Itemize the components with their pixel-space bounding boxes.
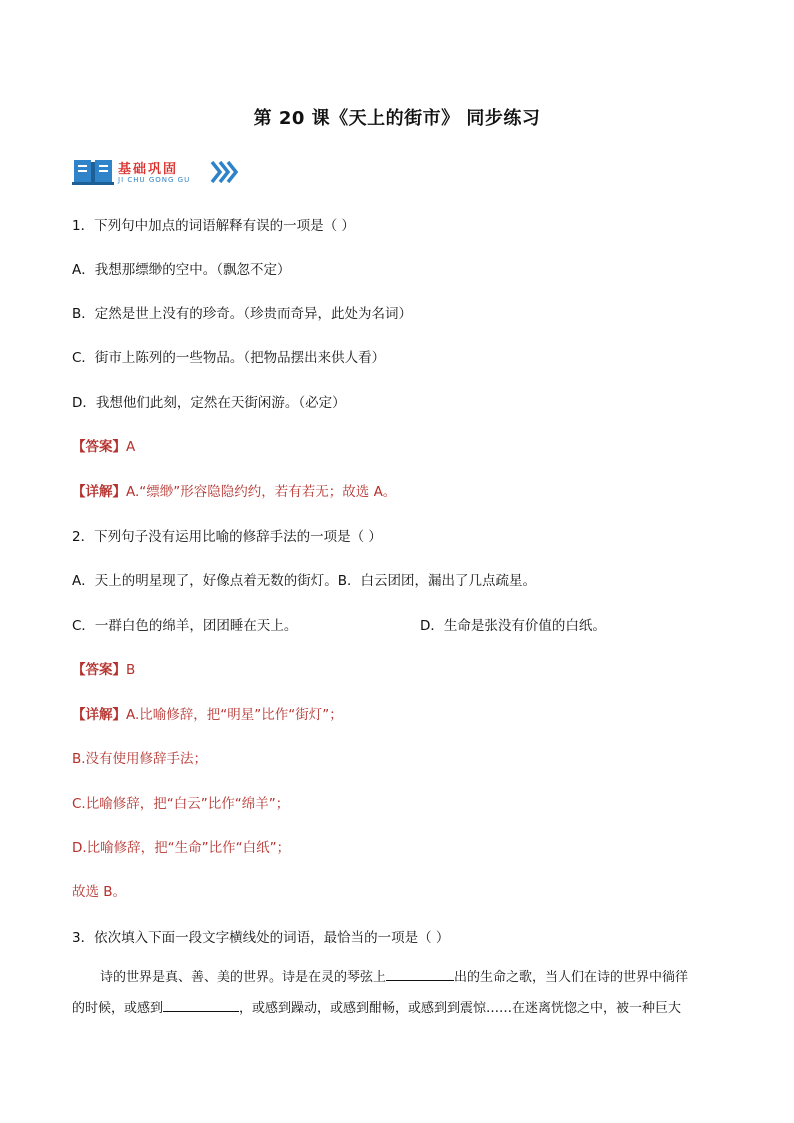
- q2-options-cd: [72, 614, 722, 634]
- q2-detail-d: D.比喻修辞，把“生命”比作“白纸”；: [72, 840, 291, 856]
- q1-option-d: D．我想他们此刻，定然在天街闲游。（必定）: [72, 395, 346, 411]
- q2-option-c: C．一群白色的绵羊，团团睡在天上。: [72, 618, 298, 634]
- book-icon: [72, 156, 114, 188]
- q2-conclusion: 故选 B。: [72, 884, 127, 900]
- q2-detail-c: C.比喻修辞，把“白云”比作“绵羊”；: [72, 796, 290, 812]
- q2-answer: [72, 658, 135, 678]
- page-title: 第 20 课《天上的街市》 同步练习: [253, 108, 541, 129]
- q1-answer: [72, 435, 135, 455]
- q2-detail: [72, 703, 343, 723]
- q1-stem: 1．下列句中加点的词语解释有误的一项是（ ）: [72, 218, 355, 234]
- q2-options-ab: A．天上的明星现了，好像点着无数的街灯。B．白云团团，漏出了几点疏星。: [72, 573, 536, 589]
- section-banner: [72, 156, 242, 190]
- answer-label: 【答案】: [72, 439, 126, 455]
- detail-label: 【详解】: [72, 707, 126, 723]
- q2-stem: 2．下列句子没有运用比喻的修辞手法的一项是（ ）: [72, 529, 382, 545]
- q2-option-d: D．生命是张没有价值的白纸。: [420, 618, 606, 634]
- q2-detail-b: B.没有使用修辞手法；: [72, 751, 208, 767]
- passage-text: 出的生命之歌，当人们在诗的世界中徜徉: [454, 970, 689, 985]
- banner-title: 基础巩固: [118, 162, 179, 177]
- answer-value: A: [126, 439, 136, 455]
- q3-passage-line-2: [72, 994, 722, 1024]
- q3-passage-line-1: [72, 963, 722, 993]
- passage-text: 诗的世界是真、善、美的世界。诗是在灵的琴弦上: [100, 970, 387, 985]
- detail-label: 【详解】: [72, 484, 126, 500]
- detail-text-a: A.比喻修辞，把“明星”比作“街灯”；: [126, 707, 343, 723]
- q1-option-b: B．定然是世上没有的珍奇。（珍贵而奇异，此处为名词）: [72, 306, 413, 322]
- detail-text: A.“缥缈”形容隐隐约约，若有若无；故选 A。: [126, 484, 397, 500]
- banner-subtitle: JI CHU GONG GU: [118, 176, 191, 184]
- chevron-arrows-icon: [210, 160, 240, 184]
- q1-detail: [72, 480, 396, 500]
- q3-stem: 3．依次填入下面一段文字横线处的词语，最恰当的一项是（ ）: [72, 930, 450, 946]
- fill-blank-1: [386, 968, 454, 981]
- q1-option-a: A．我想那缥缈的空中。（飘忽不定）: [72, 262, 291, 278]
- q1-option-c: C．街市上陈列的一些物品。（把物品摆出来供人看）: [72, 350, 386, 366]
- passage-text: 的时候，或感到: [72, 1001, 164, 1016]
- answer-value: B: [126, 662, 136, 678]
- answer-label: 【答案】: [72, 662, 126, 678]
- passage-text: ，或感到躁动，或感到酣畅，或感到到震惊……在迷离恍惚之中，被一种巨大: [239, 1001, 682, 1016]
- fill-blank-2: [163, 999, 239, 1012]
